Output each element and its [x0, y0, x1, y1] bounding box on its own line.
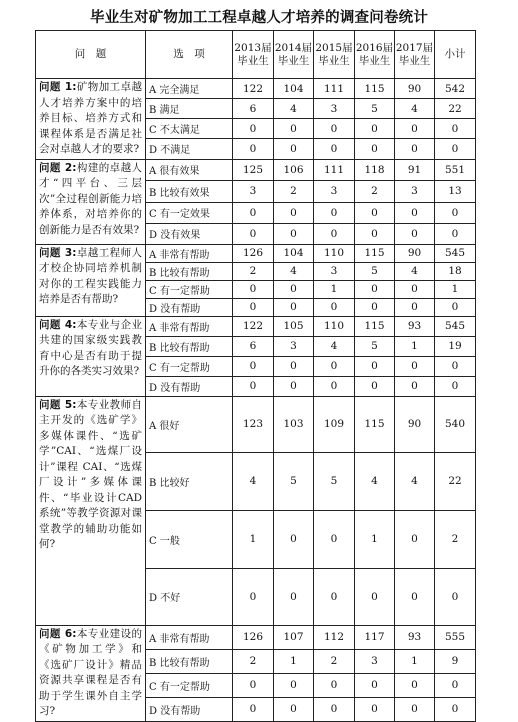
count-cell: 3: [314, 180, 355, 202]
count-cell: 0: [314, 568, 355, 625]
count-cell: 0: [355, 119, 395, 139]
count-cell: 125: [233, 159, 274, 180]
count-cell: 0: [355, 673, 395, 697]
count-cell: 0: [395, 119, 435, 139]
total-cell: 0: [435, 139, 476, 159]
option-label: D 没有帮助: [146, 697, 233, 721]
count-cell: 110: [314, 316, 355, 336]
table-header-row: [36, 31, 476, 79]
count-cell: 4: [395, 99, 435, 119]
option-label: B 比较有效果: [146, 180, 233, 202]
question-text: 卓越工程师人才校企协同培养机制对你的工程实践能力培养是否有帮助?: [39, 246, 142, 305]
total-cell: 0: [435, 298, 476, 316]
question-label: 问题 1:: [39, 81, 77, 93]
count-cell: 0: [395, 202, 435, 223]
total-cell: 0: [435, 356, 476, 376]
header-year-2014: 2014届毕业生: [274, 31, 314, 79]
count-cell: 0: [274, 202, 314, 223]
question-label: 问题 4:: [39, 318, 77, 331]
count-cell: 2: [274, 180, 314, 202]
count-cell: 111: [314, 159, 355, 180]
count-cell: 115: [355, 244, 395, 262]
table-row: [36, 244, 476, 262]
count-cell: 115: [355, 316, 395, 336]
count-cell: 0: [233, 298, 274, 316]
count-cell: 3: [274, 336, 314, 356]
option-label: C 有一定帮助: [146, 356, 233, 376]
count-cell: 4: [395, 452, 435, 510]
count-cell: 106: [274, 159, 314, 180]
total-cell: 0: [435, 202, 476, 223]
count-cell: 109: [314, 396, 355, 452]
count-cell: 1: [355, 510, 395, 568]
count-cell: 0: [395, 510, 435, 568]
count-cell: 6: [233, 336, 274, 356]
count-cell: 0: [274, 356, 314, 376]
count-cell: 122: [233, 79, 274, 99]
count-cell: 0: [233, 280, 274, 298]
option-label: A 非常有帮助: [146, 244, 233, 262]
count-cell: 105: [274, 316, 314, 336]
option-label: C 一般: [146, 510, 233, 568]
option-label: B 满足: [146, 99, 233, 119]
question-text: 本专业教师自主开发的《选矿学》多媒体课件、“选矿学”CAI、“选煤厂设计”课程 CAI、“选煤厂设计”多媒体课件、“毕业设计CAD 系统”等教学资源对课堂教学的辅助功能如何?: [39, 398, 142, 550]
total-cell: 18: [435, 262, 476, 280]
count-cell: 0: [314, 202, 355, 223]
total-cell: 542: [435, 79, 476, 99]
count-cell: 1: [395, 336, 435, 356]
count-cell: 0: [274, 119, 314, 139]
count-cell: 0: [314, 356, 355, 376]
count-cell: 0: [233, 568, 274, 625]
total-cell: 13: [435, 180, 476, 202]
count-cell: 90: [395, 79, 435, 99]
header-year-2013: 2013届毕业生: [233, 31, 274, 79]
count-cell: 0: [233, 376, 274, 396]
count-cell: 0: [274, 673, 314, 697]
count-cell: 115: [355, 79, 395, 99]
total-cell: 1: [435, 280, 476, 298]
option-label: B 比较好: [146, 452, 233, 510]
count-cell: 126: [233, 625, 274, 649]
count-cell: 0: [355, 697, 395, 721]
count-cell: 93: [395, 316, 435, 336]
count-cell: 0: [274, 376, 314, 396]
count-cell: 4: [274, 99, 314, 119]
count-cell: 4: [314, 336, 355, 356]
table-row: [36, 396, 476, 452]
count-cell: 3: [314, 262, 355, 280]
count-cell: 2: [355, 180, 395, 202]
count-cell: 123: [233, 396, 274, 452]
count-cell: 0: [395, 376, 435, 396]
count-cell: 1: [395, 649, 435, 673]
table-row: [36, 625, 476, 649]
total-cell: 19: [435, 336, 476, 356]
count-cell: 2: [233, 262, 274, 280]
question-cell: [36, 159, 146, 244]
count-cell: 0: [355, 356, 395, 376]
count-cell: 115: [355, 396, 395, 452]
count-cell: 0: [274, 697, 314, 721]
total-cell: 551: [435, 159, 476, 180]
question-cell: [36, 244, 146, 316]
question-cell: [36, 625, 146, 721]
total-cell: 0: [435, 568, 476, 625]
count-cell: 0: [395, 139, 435, 159]
count-cell: 0: [233, 673, 274, 697]
count-cell: 0: [233, 202, 274, 223]
option-label: C 有一定帮助: [146, 673, 233, 697]
count-cell: 0: [314, 673, 355, 697]
count-cell: 2: [314, 649, 355, 673]
count-cell: 5: [274, 452, 314, 510]
question-label: 问题 2:: [39, 161, 77, 174]
option-label: B 比较有帮助: [146, 262, 233, 280]
count-cell: 0: [355, 202, 395, 223]
count-cell: 3: [314, 99, 355, 119]
count-cell: 0: [274, 298, 314, 316]
question-text: 构建的卓越人才“四平台、三层次”全过程创新能力培养体系，对培养你的创新能力是否有效果?: [39, 161, 142, 236]
header-year-2015: 2015届毕业生: [314, 31, 355, 79]
option-label: C 不太满足: [146, 119, 233, 139]
count-cell: 110: [314, 244, 355, 262]
option-label: D 没有效果: [146, 223, 233, 244]
count-cell: 0: [395, 697, 435, 721]
count-cell: 93: [395, 625, 435, 649]
table-row: [36, 316, 476, 336]
count-cell: 0: [314, 139, 355, 159]
count-cell: 0: [355, 223, 395, 244]
count-cell: 126: [233, 244, 274, 262]
count-cell: 4: [233, 452, 274, 510]
total-cell: 2: [435, 510, 476, 568]
question-text: 本专业与企业共建的国家级实践教育中心是否有助于提升你的各类实习效果?: [39, 318, 142, 377]
total-cell: 545: [435, 244, 476, 262]
total-cell: 0: [435, 376, 476, 396]
table-row: [36, 159, 476, 180]
option-label: D 不好: [146, 568, 233, 625]
question-label: 问题 5:: [39, 398, 77, 411]
count-cell: 0: [395, 223, 435, 244]
question-label: 问题 6:: [39, 627, 77, 640]
count-cell: 0: [395, 298, 435, 316]
count-cell: 0: [314, 510, 355, 568]
option-label: A 很有效果: [146, 159, 233, 180]
table-body: [36, 79, 476, 722]
total-cell: 545: [435, 316, 476, 336]
count-cell: 107: [274, 625, 314, 649]
count-cell: 103: [274, 396, 314, 452]
header-year-2016: 2016届毕业生: [355, 31, 395, 79]
total-cell: 0: [435, 119, 476, 139]
count-cell: 0: [355, 298, 395, 316]
option-label: A 完全满足: [146, 79, 233, 99]
count-cell: 0: [395, 280, 435, 298]
count-cell: 0: [314, 697, 355, 721]
header-question: 问 题: [36, 31, 146, 79]
count-cell: 1: [314, 280, 355, 298]
total-cell: 555: [435, 625, 476, 649]
count-cell: 0: [274, 139, 314, 159]
total-cell: 0: [435, 223, 476, 244]
count-cell: 4: [274, 262, 314, 280]
total-cell: 22: [435, 99, 476, 119]
count-cell: 4: [395, 262, 435, 280]
option-label: B 比较有帮助: [146, 649, 233, 673]
count-cell: 0: [314, 376, 355, 396]
count-cell: 0: [355, 280, 395, 298]
question-label: 问题 3:: [39, 246, 77, 259]
count-cell: 0: [395, 356, 435, 376]
count-cell: 0: [233, 119, 274, 139]
count-cell: 0: [233, 139, 274, 159]
option-label: B 比较有帮助: [146, 336, 233, 356]
count-cell: 0: [355, 376, 395, 396]
count-cell: 0: [233, 356, 274, 376]
count-cell: 0: [355, 139, 395, 159]
count-cell: 111: [314, 79, 355, 99]
count-cell: 0: [233, 223, 274, 244]
count-cell: 3: [395, 180, 435, 202]
count-cell: 5: [355, 262, 395, 280]
count-cell: 6: [233, 99, 274, 119]
header-option: 选 项: [146, 31, 233, 79]
total-cell: 0: [435, 673, 476, 697]
document-title: 毕业生对矿物加工工程卓越人才培养的调查问卷统计: [89, 10, 429, 26]
count-cell: 0: [395, 568, 435, 625]
count-cell: 112: [314, 625, 355, 649]
count-cell: 104: [274, 244, 314, 262]
option-label: C 有一定帮助: [146, 280, 233, 298]
header-total: 小计: [435, 31, 476, 79]
count-cell: 0: [314, 298, 355, 316]
count-cell: 122: [233, 316, 274, 336]
question-text: 矿物加工卓越人才培养方案中的培养目标、培养方式和课程体系是否满足社会对卓越人才的要求?: [39, 81, 142, 155]
count-cell: 0: [274, 510, 314, 568]
count-cell: 2: [233, 649, 274, 673]
option-label: A 很好: [146, 396, 233, 452]
count-cell: 5: [355, 99, 395, 119]
count-cell: 0: [355, 568, 395, 625]
total-cell: 22: [435, 452, 476, 510]
count-cell: 117: [355, 625, 395, 649]
question-cell: [36, 396, 146, 625]
survey-table: [35, 30, 476, 722]
count-cell: 3: [233, 180, 274, 202]
count-cell: 1: [274, 649, 314, 673]
option-label: D 不满足: [146, 139, 233, 159]
count-cell: 0: [274, 568, 314, 625]
count-cell: 118: [355, 159, 395, 180]
header-year-2017: 2017届毕业生: [395, 31, 435, 79]
option-label: C 有一定效果: [146, 202, 233, 223]
total-cell: 540: [435, 396, 476, 452]
option-label: D 没有帮助: [146, 376, 233, 396]
count-cell: 0: [274, 223, 314, 244]
count-cell: 91: [395, 159, 435, 180]
question-cell: [36, 316, 146, 396]
count-cell: 104: [274, 79, 314, 99]
option-label: A 非常有帮助: [146, 316, 233, 336]
count-cell: 0: [274, 280, 314, 298]
count-cell: 1: [233, 510, 274, 568]
count-cell: 90: [395, 396, 435, 452]
count-cell: 0: [314, 223, 355, 244]
question-text: 本专业建设的《矿物加工学》和《选矿厂设计》精品资源共享课程是否有助于学生课外自主学习?: [39, 627, 142, 717]
count-cell: 90: [395, 244, 435, 262]
count-cell: 0: [314, 119, 355, 139]
total-cell: 0: [435, 697, 476, 721]
table-row: [36, 79, 476, 99]
total-cell: 9: [435, 649, 476, 673]
count-cell: 4: [355, 452, 395, 510]
count-cell: 5: [314, 452, 355, 510]
option-label: A 非常有帮助: [146, 625, 233, 649]
count-cell: 3: [355, 649, 395, 673]
count-cell: 0: [395, 673, 435, 697]
question-cell: [36, 79, 146, 160]
option-label: D 没有帮助: [146, 298, 233, 316]
count-cell: 5: [355, 336, 395, 356]
count-cell: 0: [233, 697, 274, 721]
